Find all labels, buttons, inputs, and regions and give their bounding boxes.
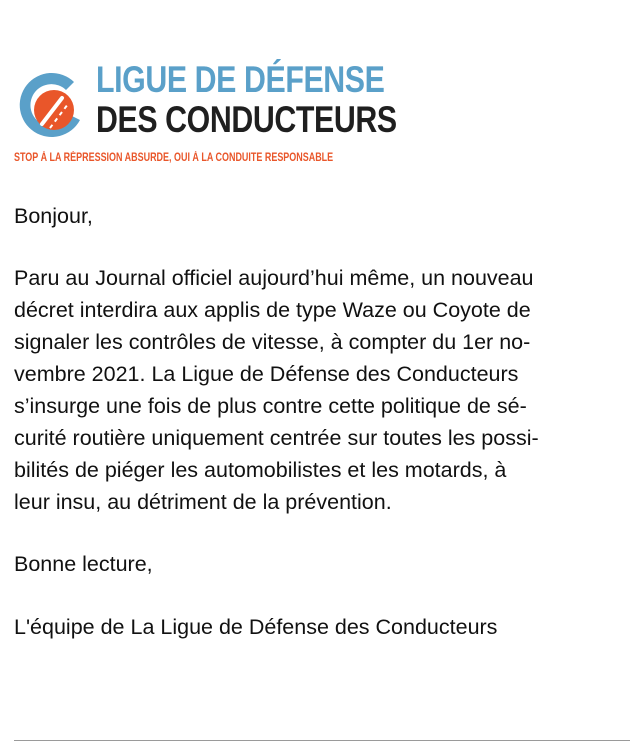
- letter-body: [14, 262, 589, 518]
- signature: L'équipe de La Ligue de Défense des Conducteurs: [14, 615, 498, 639]
- body-line: s’insurge une fois de plus contre cette politique de sé-: [14, 394, 527, 418]
- body-line: curité routière uniquement centrée sur toutes les possi-: [14, 426, 539, 450]
- divider: [14, 740, 630, 741]
- brand-header: [14, 60, 434, 170]
- letter-content: [14, 200, 614, 643]
- brand-name: [96, 60, 463, 140]
- brand-name-line1: LIGUE DE DÉFENSE: [96, 59, 385, 100]
- body-line: signaler les contrôles de vitesse, à compter du 1er no-: [14, 330, 531, 354]
- closing: Bonne lecture,: [14, 552, 153, 576]
- body-line: leur insu, au détriment de la prévention.: [14, 490, 392, 514]
- body-line: vembre 2021. La Ligue de Défense des Conducteurs: [14, 362, 519, 386]
- body-line: Paru au Journal officiel aujourd’hui même, un nouveau: [14, 266, 534, 290]
- body-line: décret interdira aux applis de type Waze ou Coyote de: [14, 298, 531, 322]
- body-line: bilités de piéger les automobilistes et les motards, à: [14, 458, 507, 482]
- ligue-logo-icon: [14, 68, 88, 142]
- brand-name-line2: DES CONDUCTEURS: [96, 99, 397, 140]
- brand-tagline: STOP À LA RÉPRESSION ABSURDE, OUI À LA CONDUITE RESPONSABLE: [14, 152, 334, 164]
- greeting: Bonjour,: [14, 204, 93, 228]
